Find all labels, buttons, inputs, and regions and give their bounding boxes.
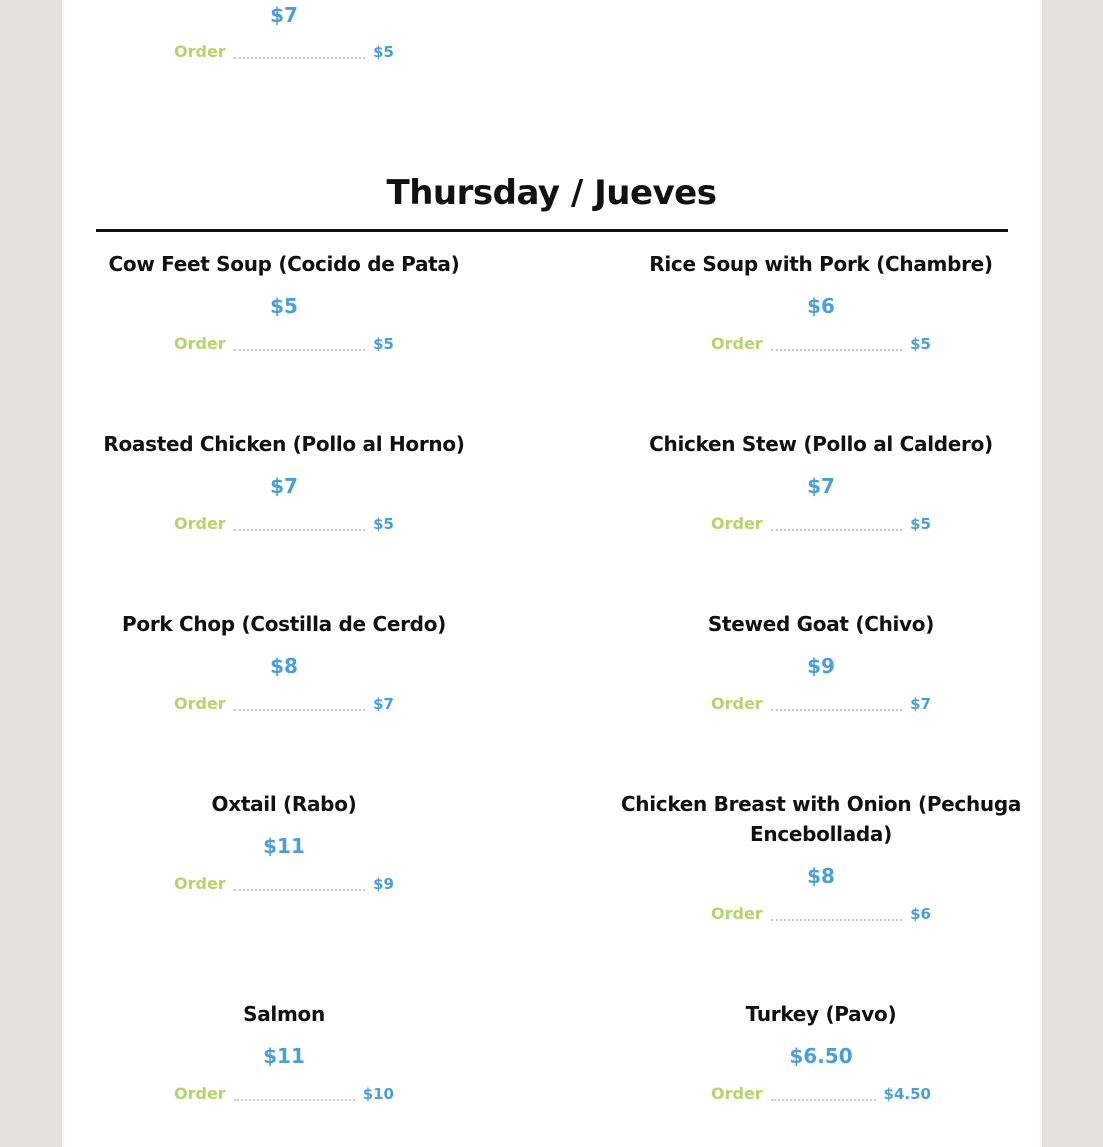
item-name: Rice Soup with Pork (Chambre): [649, 252, 993, 276]
item-price: $11: [263, 834, 305, 858]
item-name: Chicken Stew (Pollo al Caldero): [649, 432, 993, 456]
order-link[interactable]: Order: [174, 874, 226, 893]
dotted-leader: [771, 918, 902, 921]
order-price: $7: [910, 695, 931, 713]
dotted-leader: [234, 888, 365, 891]
menu-item: [621, 999, 1021, 1103]
item-price: $8: [807, 864, 835, 888]
order-row[interactable]: [174, 335, 394, 353]
order-link[interactable]: Order: [174, 42, 226, 61]
order-price: $5: [373, 515, 394, 533]
order-row[interactable]: [174, 43, 394, 61]
section-divider: [96, 229, 1008, 232]
order-row[interactable]: [174, 515, 394, 533]
item-name: Chicken Breast with Onion (Pechuga Encebollada): [620, 792, 1022, 846]
menu-item: [601, 789, 1041, 923]
order-link[interactable]: Order: [711, 904, 763, 923]
dotted-leader: [234, 528, 365, 531]
dotted-leader: [771, 528, 902, 531]
order-link[interactable]: Order: [711, 694, 763, 713]
menu-item: [84, 429, 484, 533]
item-name: Cow Feet Soup (Cocido de Pata): [108, 252, 460, 276]
item-name: Pork Chop (Costilla de Cerdo): [122, 612, 446, 636]
order-link[interactable]: Order: [174, 1084, 226, 1103]
dotted-leader: [771, 1098, 876, 1101]
menu-item: [621, 429, 1021, 533]
item-price: $7: [270, 474, 298, 498]
order-row[interactable]: [711, 1085, 931, 1103]
order-price: $5: [373, 43, 394, 61]
order-row[interactable]: [711, 695, 931, 713]
order-link[interactable]: Order: [174, 694, 226, 713]
item-name: Stewed Goat (Chivo): [707, 612, 935, 636]
menu-item-previous: [84, 0, 484, 61]
order-price: $10: [362, 1085, 394, 1103]
dotted-leader: [771, 708, 902, 711]
item-price: $9: [807, 654, 835, 678]
order-link[interactable]: Order: [711, 514, 763, 533]
order-row[interactable]: [711, 515, 931, 533]
order-price: $5: [373, 335, 394, 353]
dotted-leader: [234, 348, 365, 351]
item-name: Roasted Chicken (Pollo al Horno): [103, 432, 465, 456]
item-name: Salmon: [243, 1002, 325, 1026]
item-name: Oxtail (Rabo): [211, 792, 357, 816]
item-price: $5: [270, 294, 298, 318]
menu-item: [621, 609, 1021, 713]
dotted-leader: [234, 1098, 355, 1101]
dotted-leader: [771, 348, 902, 351]
item-price: $8: [270, 654, 298, 678]
order-price: $5: [910, 335, 931, 353]
order-price: $9: [373, 875, 394, 893]
order-price: $5: [910, 515, 931, 533]
item-price: $6: [807, 294, 835, 318]
order-price: $7: [373, 695, 394, 713]
order-link[interactable]: Order: [711, 334, 763, 353]
order-row[interactable]: [174, 875, 394, 893]
order-row[interactable]: [174, 695, 394, 713]
order-link[interactable]: Order: [711, 1084, 763, 1103]
item-price: $7: [807, 474, 835, 498]
order-link[interactable]: Order: [174, 334, 226, 353]
order-row[interactable]: [711, 905, 931, 923]
item-price: $7: [270, 3, 298, 27]
section-title: Thursday / Jueves: [386, 173, 717, 213]
menu-item: [84, 609, 484, 713]
menu-item: [84, 789, 484, 893]
menu-item: [621, 249, 1021, 353]
dotted-leader: [234, 56, 365, 59]
dotted-leader: [234, 708, 365, 711]
menu-item: [84, 249, 484, 353]
order-price: $4.50: [883, 1085, 931, 1103]
order-row[interactable]: [174, 1085, 394, 1103]
order-row[interactable]: [711, 335, 931, 353]
menu-item: [84, 999, 484, 1103]
item-name: Turkey (Pavo): [745, 1002, 897, 1026]
order-price: $6: [910, 905, 931, 923]
item-price: $6.50: [789, 1044, 853, 1068]
order-link[interactable]: Order: [174, 514, 226, 533]
item-price: $11: [263, 1044, 305, 1068]
